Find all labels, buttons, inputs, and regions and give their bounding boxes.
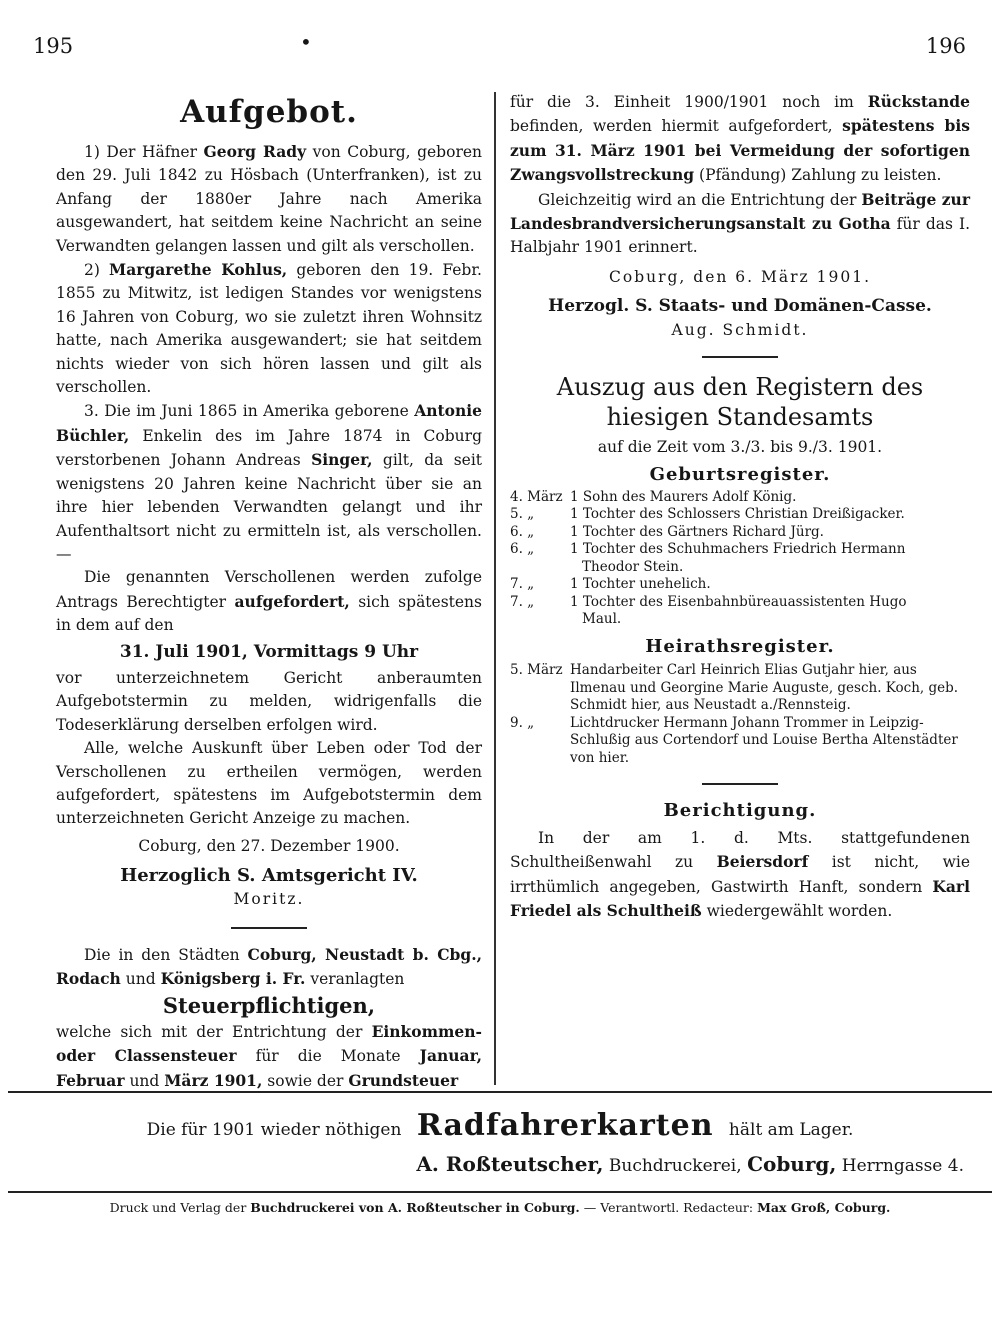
left-column: [56, 90, 482, 1093]
aufgebot-paragraph-1: [56, 140, 482, 258]
city-name: Königsberg i. Fr.: [160, 969, 306, 989]
ad-city: Coburg,: [747, 1152, 837, 1176]
text: ist nicht, wie irrthümlich angegeben, Gastwirth Hanft, sondern: [510, 853, 971, 896]
person-name: Singer,: [311, 450, 373, 470]
geburtsregister-heading: Geburtsregister.: [649, 464, 831, 486]
steuer-reminder: [510, 188, 970, 260]
marriages-list: [510, 662, 970, 767]
text: befinden, werden hiermit aufgefordert,: [510, 117, 843, 136]
steuer-heading: Steuerpflichtigen,: [162, 992, 376, 1018]
berichtigung-paragraph: [510, 827, 970, 924]
emphasis: Grundsteuer: [348, 1070, 459, 1090]
text: 3. Die im Juni 1865 in Amerika geborene: [84, 402, 415, 421]
person-name: Margarethe Kohlus,: [109, 260, 288, 280]
text: geboren den 19. Febr. 1855 zu Mitwitz, ist ledigen Standes vor wenigstens 16 Jahren von Coburg, wo sie zuletzt ihren Wohnsitz hatte, nach Amerika ausgewandert; sie hat seitdem nichts wieder von sich hören lassen und gilt als verschollen.: [56, 261, 482, 397]
ad-headline: Radfahrerkarten: [416, 1108, 714, 1143]
entry-text: 1 Tochter unehelich.: [570, 576, 711, 593]
aufgebot-paragraph-6: Alle, welche Auskunft über Leben oder Tod der Verschollenen zu ertheilen vermögen, werden aufgefordert, spätestens im Aufgebotstermin dem unterzeichneten Gericht Anzeige zu machen.: [56, 739, 482, 828]
emphasis: Einkommen- oder Classensteuer: [56, 1021, 482, 1066]
text: welche sich mit der Entrichtung der: [56, 1022, 372, 1041]
emphasis: Rückstande: [867, 92, 970, 111]
aufgebot-place-date: Coburg, den 27. Dezember 1900.: [138, 836, 400, 855]
entry-text: 1 Tochter des Eisenbahnbüreauassistenten Hugo: [570, 593, 907, 610]
register-entry: [510, 662, 970, 715]
column-divider: [494, 92, 496, 1085]
text: In der am 1. d. Mts. stattgefundenen Schultheißenwahl zu: [510, 828, 970, 872]
entry-date: 7. „: [510, 576, 535, 593]
text: wiedergewählt worden.: [701, 901, 893, 920]
entry-date: 5. März: [510, 662, 563, 679]
aufgebot-paragraph-5: vor unterzeichnetem Gericht anberaumten Aufgebotstermin zu melden, widrigenfalls die Todeserklärung derselben erfolgen wird.: [56, 668, 482, 734]
text: (Pfändung) Zahlung zu leisten.: [694, 166, 942, 185]
steuer-office: Herzogl. S. Staats- und Domänen-Casse.: [548, 296, 932, 317]
entry-text: 1 Sohn des Maurers Adolf König.: [570, 488, 797, 505]
person-name: Antonie Büchler,: [56, 401, 482, 445]
person-name: Georg Rady: [203, 142, 307, 161]
advertisement-line-1: [0, 1108, 1000, 1143]
steuer-continuation: [510, 90, 970, 188]
text: für die Monate: [236, 1047, 420, 1066]
entry-continuation: Maul.: [582, 611, 622, 628]
steuer-paragraph-2: [56, 1020, 482, 1093]
steuer-paragraph-1: [56, 943, 482, 992]
text: Die in den Städten: [84, 946, 248, 964]
text: und: [120, 970, 161, 989]
steuer-place-date: Coburg, den 6. März 1901.: [609, 267, 871, 286]
text: Die genannten Verschollenen werden zufolge Antrags Berechtigter: [56, 568, 482, 611]
ad-firm: A. Roßteutscher,: [416, 1152, 604, 1176]
aufgebot-paragraph-3: [56, 399, 482, 566]
footer-rule: [8, 1191, 992, 1193]
ad-text: Herrngasse 4.: [836, 1156, 964, 1176]
emphasis: Januar, Februar: [56, 1046, 483, 1090]
text: 2): [84, 261, 110, 280]
heirathsregister-heading: Heirathsregister.: [645, 635, 835, 657]
entry-text: 1 Tochter des Schlossers Christian Dreißigacker.: [570, 506, 905, 523]
text: gilt, da seit wenigstens 20 Jahren keine Nachricht über sie an ihre hier lebenden Verwandten gelangt und ihr Aufenthaltsort nicht zu ermitteln ist, als verschollen. —: [56, 451, 483, 563]
text: für das I. Halbjahr 1901 erinnert.: [510, 215, 970, 257]
page-number-right: 196: [925, 34, 966, 58]
emphasis: Beiträge zur Landesbrandversicherungsanstalt zu Gotha: [510, 189, 970, 234]
register-entry: [510, 594, 970, 612]
imprint-publisher: Buchdruckerei von A. Roßteutscher in Coburg.: [250, 1200, 580, 1215]
page-number-left: 195: [33, 34, 74, 58]
entry-date: 4. März: [510, 488, 563, 505]
births-list: [510, 489, 970, 629]
advertisement-line-2: [416, 1152, 964, 1176]
register-entry: [510, 489, 970, 507]
text: sowie der: [262, 1071, 349, 1090]
text: veranlagten: [305, 970, 405, 989]
entry-continuation: Theodor Stein.: [582, 558, 684, 575]
imprint-text: — Verantwortl. Redacteur:: [579, 1200, 758, 1215]
aufgebot-date-line: 31. Juli 1901, Vormittags 9 Uhr: [119, 641, 419, 662]
entry-text: 1 Tochter des Schuhmachers Friedrich Hermann: [570, 541, 906, 558]
register-entry: [510, 506, 970, 524]
entry-date: 6. „: [510, 523, 535, 540]
standesamt-period: auf die Zeit vom 3./3. bis 9./3. 1901.: [597, 438, 883, 457]
city-names: Coburg, Neustadt b. Cbg., Rodach: [56, 945, 482, 989]
right-column: [510, 90, 970, 923]
entry-text: Handarbeiter Carl Heinrich Elias Gutjahr hier, aus Ilmenau und Georgine Marie Auguste, gesch. Koch, geb. Schmidt hier, aus Neustadt a./Rennsteig.: [570, 662, 959, 714]
ad-text: Die für 1901 wieder nöthigen: [146, 1120, 402, 1140]
emphasis: März 1901,: [164, 1070, 263, 1090]
entry-date: 6. „: [510, 541, 535, 558]
person-name: Karl Friedel als Schultheiß: [510, 876, 970, 920]
text: sich spätestens in dem auf den: [56, 592, 482, 635]
text: 1) Der Häfner: [84, 143, 204, 161]
steuer-signer: Aug. Schmidt.: [671, 320, 809, 339]
text: und: [124, 1071, 165, 1090]
entry-date: 7. „: [510, 593, 535, 610]
aufgebot-paragraph-4: [56, 566, 482, 637]
standesamt-title: Auszug aus den Registern des hiesigen Standesamts: [556, 373, 924, 432]
ad-text: hält am Lager.: [728, 1120, 854, 1140]
text: von Coburg, geboren den 29. Juli 1842 zu Hösbach (Unterfranken), ist zu Anfang der 1880er Jahre nach Amerika ausgewandert, hat seitdem keine Nachricht an seine Verwandten gelangen lassen und gilt als verschollen.: [56, 143, 483, 255]
text: für die 3. Einheit 1900/1901 noch im: [510, 93, 868, 111]
emphasis: aufgefordert,: [234, 591, 350, 611]
aufgebot-court: Herzoglich S. Amtsgericht IV.: [120, 865, 418, 887]
emphasis: spätestens bis zum 31. März 1901 bei Vermeidung der sofortigen Zwangsvollstreckung: [510, 116, 970, 185]
print-mark: •: [300, 30, 312, 54]
aufgebot-title: Aufgebot.: [180, 94, 358, 130]
ad-text: Buchdruckerei,: [603, 1156, 748, 1176]
register-entry: [510, 541, 970, 559]
imprint-editor: Max Groß, Coburg.: [757, 1200, 891, 1215]
text: Gleichzeitig wird an die Entrichtung der: [538, 190, 862, 209]
entry-date: 5. „: [510, 506, 535, 523]
section-rule: [702, 783, 778, 785]
aufgebot-signer: Moritz.: [233, 889, 305, 908]
entry-text: Lichtdrucker Hermann Johann Trommer in Leipzig-Schlußig aus Cortendorf und Louise Bertha Altenstädter von hier.: [570, 714, 958, 766]
register-entry: [510, 576, 970, 594]
aufgebot-paragraph-2: [56, 258, 482, 399]
imprint: [0, 1200, 1000, 1215]
entry-date: 9. „: [510, 714, 535, 731]
berichtigung-heading: Berichtigung.: [663, 800, 817, 822]
section-rule: [231, 927, 307, 929]
text: Enkelin des im Jahre 1874 in Coburg verstorbenen Johann Andreas: [56, 426, 482, 470]
place-name: Beiersdorf: [716, 852, 809, 872]
imprint-text: Druck und Verlag der: [109, 1200, 251, 1215]
entry-text: 1 Tochter des Gärtners Richard Jürg.: [570, 523, 824, 540]
register-entry: [510, 524, 970, 542]
section-rule: [702, 356, 778, 358]
advertisement-top-rule: [8, 1091, 992, 1093]
register-entry: [510, 715, 970, 768]
